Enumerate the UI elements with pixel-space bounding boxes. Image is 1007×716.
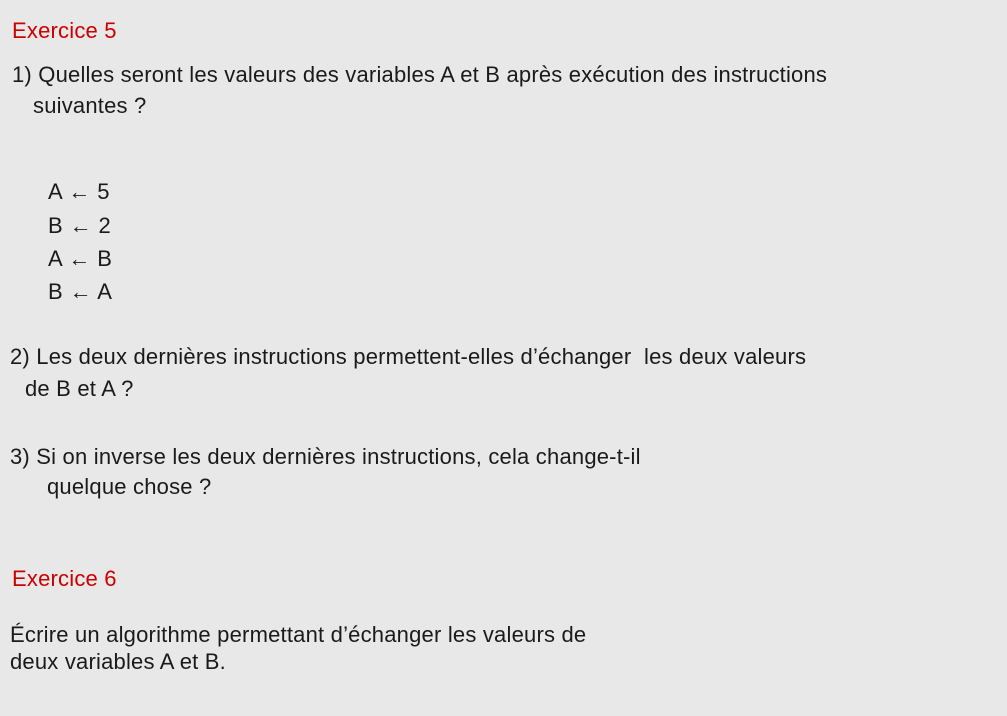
- exercise6-body-line1: Écrire un algorithme permettant d’échanger les valeurs de: [10, 622, 587, 647]
- exercise6-body-line2: deux variables A et B.: [10, 649, 226, 674]
- instruction-line-2: B ← 2: [48, 213, 112, 238]
- exercise5-question2-line2: de B et A ?: [25, 376, 134, 401]
- instruction-line-4: B ← A: [48, 279, 113, 304]
- instruction-line-1: A ← 5: [48, 179, 110, 204]
- exercise5-title: Exercice 5: [12, 18, 117, 43]
- exercise5-question3-line1: 3) Si on inverse les deux dernières instructions, cela change-t-il: [10, 444, 641, 469]
- exercise5-question1-line1: 1) Quelles seront les valeurs des variables A et B après exécution des instructions: [12, 62, 828, 87]
- exercise5-question1-line2: suivantes ?: [33, 93, 147, 118]
- exercise5-question2-line1: 2) Les deux dernières instructions permettent-elles d’échanger les deux valeurs: [10, 344, 807, 369]
- exercise6-title: Exercice 6: [12, 566, 117, 591]
- instruction-line-3: A ← B: [48, 246, 113, 271]
- exercise5-question3-line2: quelque chose ?: [47, 474, 212, 499]
